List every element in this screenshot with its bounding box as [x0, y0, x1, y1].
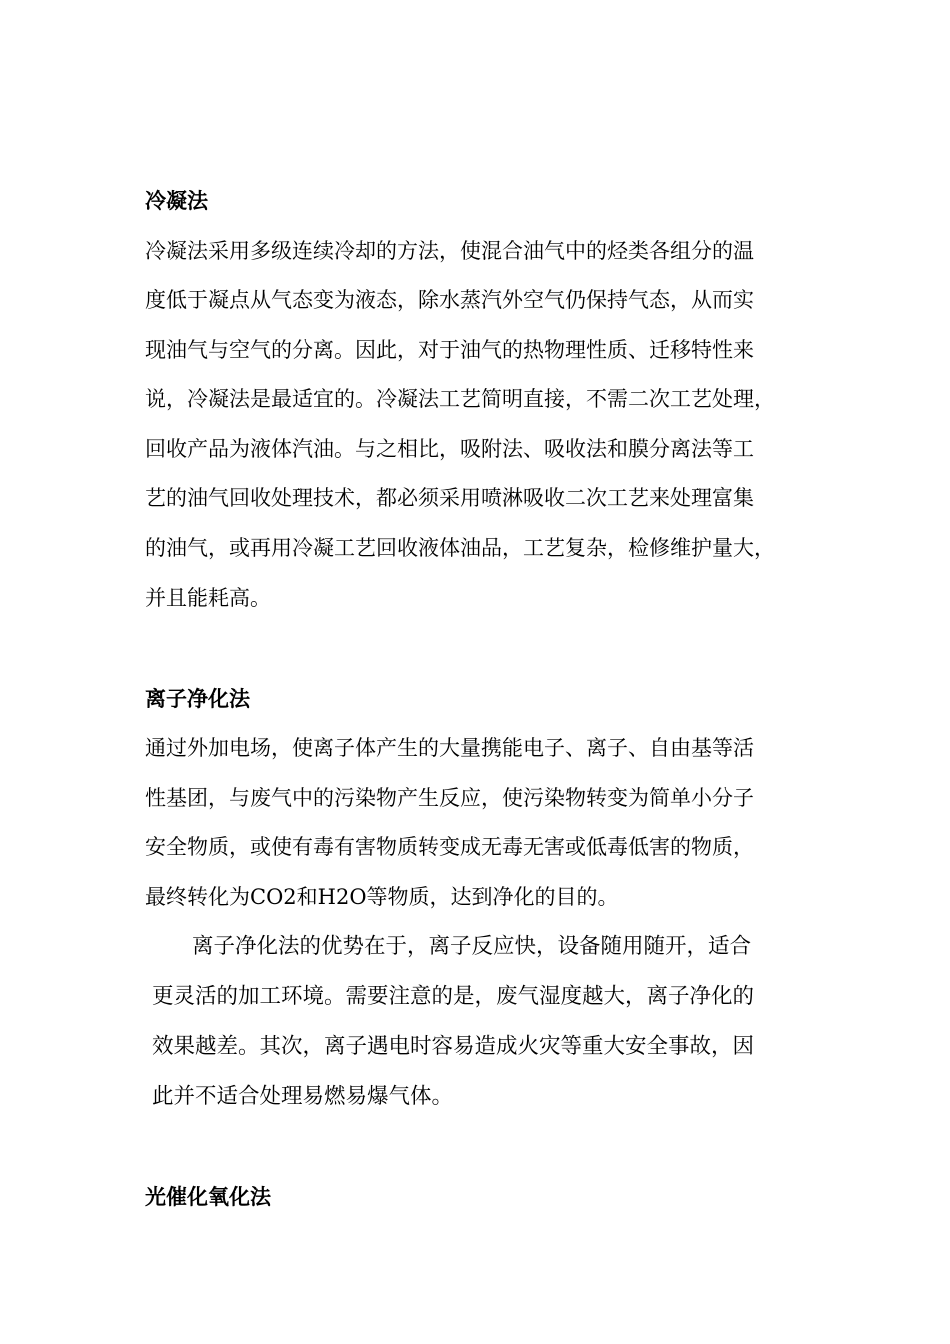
paragraph-line: 此并不适合处理易燃易爆气体。 — [152, 1084, 454, 1109]
paragraph-line: 现油气与空气的分离。因此，对于油气的热物理性质、迁移特性来 — [145, 338, 754, 362]
section-heading-ion-purification: 离子净化法 — [145, 687, 250, 711]
paragraph-line: 的油气，或再用冷凝工艺回收液体油品，工艺复杂，检修维护量大， — [145, 536, 775, 560]
paragraph-line: 并且能耗高。 — [145, 586, 271, 610]
paragraph-line: 艺的油气回收处理技术，都必须采用喷淋吸收二次工艺来处理富集 — [145, 486, 754, 510]
paragraph-line: 最终转化为CO2和H2O等物质，达到净化的目的。 — [145, 885, 619, 909]
paragraph-line: 性基团，与废气中的污染物产生反应，使污染物转变为简单小分子 — [145, 786, 754, 810]
paragraph-line: 更灵活的加工环境。需要注意的是，废气湿度越大，离子净化的 — [152, 984, 755, 1009]
paragraph-line: 说，冷凝法是最适宜的。冷凝法工艺简明直接，不需二次工艺处理， — [145, 387, 775, 411]
section-heading-condensation: 冷凝法 — [145, 189, 208, 213]
paragraph-line: 度低于凝点从气态变为液态，除水蒸汽外空气仍保持气态，从而实 — [145, 288, 754, 312]
paragraph-line: 安全物质，或使有毒有害物质转变成无毒无害或低毒低害的物质， — [145, 835, 754, 859]
paragraph-line: 效果越差。其次，离子遇电时容易造成火灾等重大安全事故，因 — [152, 1034, 755, 1059]
section-heading-photocatalytic-oxidation: 光催化氧化法 — [145, 1185, 271, 1209]
paragraph-line: 离子净化法的优势在于，离子反应快，设备随用随开，适合 — [192, 934, 752, 959]
paragraph-line: 通过外加电场，使离子体产生的大量携能电子、离子、自由基等活 — [145, 736, 754, 760]
paragraph-line: 回收产品为液体汽油。与之相比，吸附法、吸收法和膜分离法等工 — [145, 437, 754, 461]
paragraph-line: 冷凝法采用多级连续冷却的方法，使混合油气中的烃类各组分的温 — [145, 239, 754, 263]
